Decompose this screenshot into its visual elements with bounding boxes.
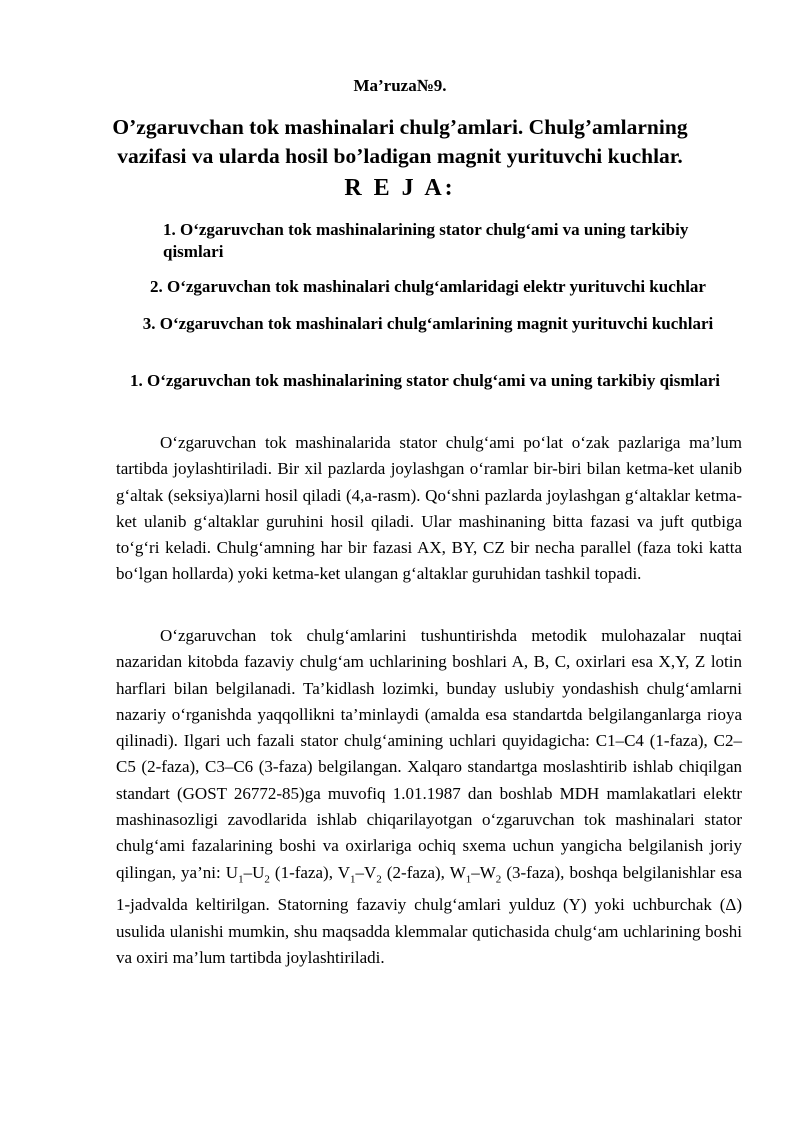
- section-heading: 1. O‘zgaruvchan tok mashinalarining stator chulg‘ami va uning tarkibiy qismlari: [129, 371, 721, 390]
- paragraph-2-text-a: O‘zgaruvchan tok chulg‘amlarini tushuntirishda metodik mulohazalar nuqtai nazaridan kitobda fazaviy chulg‘am uchlarining boshlari A, B, C, oxirlari esa X,Y, Z lotin harflari bilan belgilanadi. Ta’kidlash lozimki, bunday uslubiy yondashish chulg‘amlarni nazariy o‘rganishda yaqqollikni ta’minlaydi (amalda esa standartda belgilanganlarga rioya qilinadi). Ilgari uch fazali stator chulg‘amining uchlari quyidagicha: C1–C4 (1-faza), C2–C5 (2-faza), C3–C6 (3-faza) belgilangan. Xalqaro standartga moslashtirib ishlab chiqilgan standart (GOST 26772-85)ga muvofiq 1.01.1987 dan boshlab MDH mamlakatlari elektr mashinasozligi zavodlarida ishlab chiqarilayotgan o‘zgaruvchan tok mashinalari stator chulg‘ami fazalarining boshi va oxirlariga ochiq sxema uchun yangicha belgilanish joriy qilingan, ya’ni:: [116, 626, 742, 882]
- paragraph-1: O‘zgaruvchan tok mashinalarida stator chulg‘ami po‘lat o‘zak pazlariga ma’lum tartibda joylashtiriladi. Bir xil pazlarda joylashgan o‘ramlar bir-biri bilan ketma-ket ulanib g‘altak (seksiya)larni hosil qiladi (4,a-rasm). Qo‘shni pazlarda joylashgan g‘altaklar ketma-ket ulanib g‘altaklar guruhini hosil qiladi. Ular mashinaning bitta fazasi va juft qutbiga to‘g‘ri keladi. Chulg‘amning har bir fazasi AX, BY, CZ bir necha parallel (faza toki katta bo‘lgan hollarda) yoki ketma-ket ulangan g‘altaklar guruhidan tashkil topadi.: [116, 433, 742, 584]
- terminal-v: $V_1-V_2$: [337, 862, 382, 886]
- terminal-u: $U_1-U_2$: [225, 862, 270, 886]
- plan-heading: R E J A:: [344, 175, 456, 201]
- lecture-title: O’zgaruvchan tok mashinalari chulg’amlari. Chulg’amlarning vazifasi va ularda hosil bo’ladigan magnit yurituvchi kuchlar.: [112, 115, 688, 168]
- plan-item-2: 2. O‘zgaruvchan tok mashinalari chulg‘amlaridagi elektr yurituvchi kuchlar: [150, 277, 706, 296]
- plan-item-1: 1. O‘zgaruvchan tok mashinalarining stator chulg‘ami va uning tarkibiy qismlari: [163, 220, 689, 261]
- paragraph-2-text-b: boshqa belgilanishlar esa 1-jadvalda keltirilgan. Statorning fazaviy chulg‘amlari yulduz (Y) yoki uchburchak (Δ) usulida ulanishi mumkin, shu maqsadda klemmalar qutichasida chulg‘am uchlarining boshi va oxiri ma’lum tartibda joylashtiriladi.: [116, 862, 743, 967]
- phase-3-label: (3-faza),: [506, 862, 565, 882]
- plan-item-3: 3. O‘zgaruvchan tok mashinalari chulg‘amlarining magnit yurituvchi kuchlari: [142, 314, 714, 333]
- phase-1-label: (1-faza),: [274, 862, 333, 882]
- phase-2-label: (2-faza),: [386, 862, 445, 882]
- lecture-number: Ma’ruza№9.: [353, 76, 447, 95]
- terminal-w: $W_1-W_2$: [449, 862, 502, 886]
- paragraph-2: [116, 623, 742, 971]
